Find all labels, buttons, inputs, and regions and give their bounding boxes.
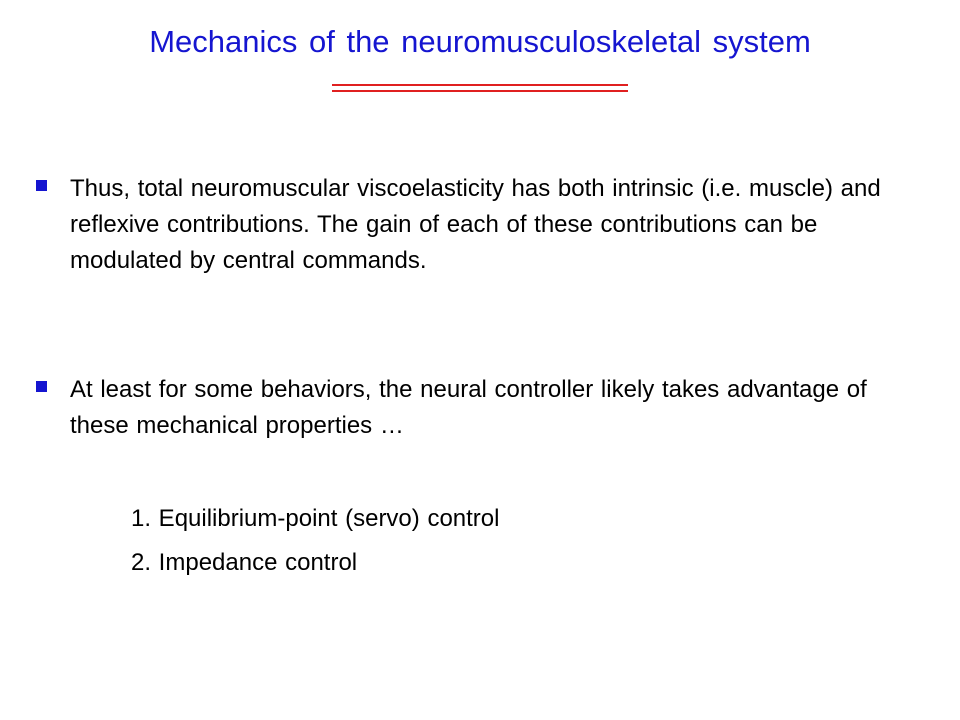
square-bullet-icon	[36, 381, 47, 392]
bullet-item-1	[70, 171, 900, 279]
title-underline-top	[332, 84, 628, 86]
numbered-item-2: 2. Impedance control	[131, 549, 358, 576]
bullet-item-2	[70, 372, 900, 444]
title-underline	[332, 84, 628, 93]
title-underline-bottom	[332, 90, 628, 92]
bullet-text-1: Thus, total neuromuscular viscoelasticity has both intrinsic (i.e. muscle) and reflexive contributions. The gain of each of these contributions can be modulated by central commands.	[70, 175, 881, 274]
square-bullet-icon	[36, 180, 47, 191]
slide-title: Mechanics of the neuromusculoskeletal system	[149, 24, 811, 59]
bullet-text-2: At least for some behaviors, the neural controller likely takes advantage of these mechanical properties …	[70, 376, 867, 439]
numbered-item-1: 1. Equilibrium-point (servo) control	[131, 505, 500, 532]
